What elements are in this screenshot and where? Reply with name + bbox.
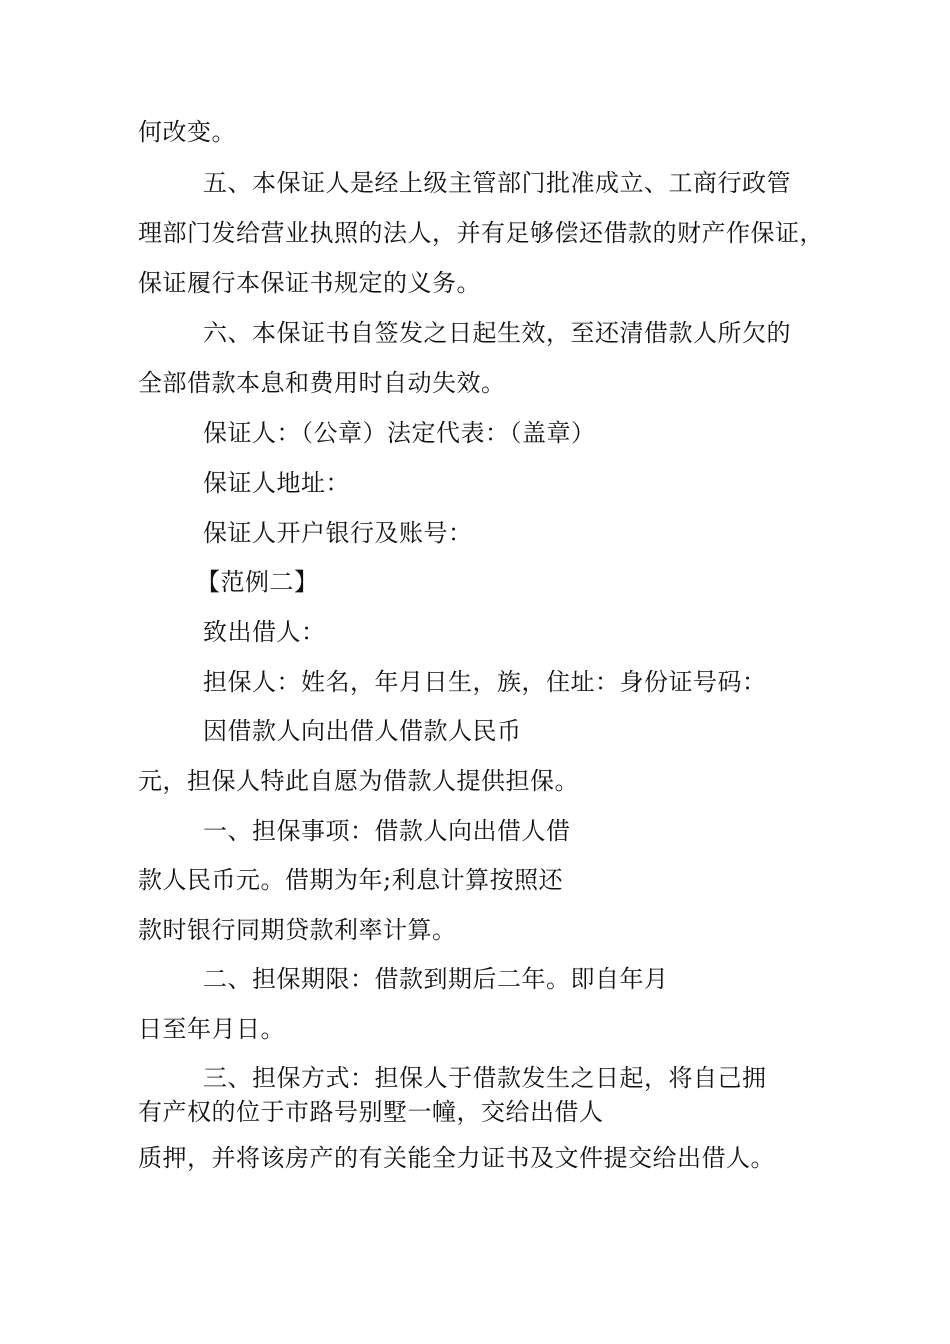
addressee-line: 致出借人：	[203, 618, 326, 646]
loan-intro-line-1: 因借款人向出借人借款人民币	[203, 717, 522, 745]
guarantor-signature-line: 保证人：（公章）法定代表：（盖章）	[203, 419, 596, 447]
guarantee-matter-line-3: 款时银行同期贷款利率计算。	[138, 916, 457, 944]
guarantee-method-line-1: 三、担保方式：担保人于借款发生之日起，将自己拥	[203, 1064, 767, 1092]
paragraph-6-line-1: 六、本保证书自签发之日起生效，至还清借款人所欠的	[203, 319, 791, 347]
guarantee-method-line-3: 质押，并将该房产的有关能全力证书及文件提交给出借人。	[138, 1144, 775, 1172]
guarantee-method-line-2: 有产权的位于市路号别墅一幢，交给出借人	[138, 1098, 604, 1126]
paragraph-5-line-1: 五、本保证人是经上级主管部门批准成立、工商行政管	[203, 169, 791, 197]
example-two-heading: 【范例二】	[196, 568, 319, 596]
text-line-continuation: 何改变。	[138, 118, 236, 146]
guarantor-info-line: 担保人：姓名，年月日生，族，住址：身份证号码：	[203, 668, 767, 696]
guarantee-matter-line-2: 款人民币元。借期为年;利息计算按照还	[138, 866, 564, 894]
guarantee-matter-line-1: 一、担保事项：借款人向出借人借	[203, 817, 571, 845]
guarantor-bank-account-line: 保证人开户银行及账号：	[203, 519, 473, 547]
guarantor-address-line: 保证人地址：	[203, 469, 350, 497]
guarantee-period-line-2: 日至年月日。	[138, 1015, 285, 1043]
paragraph-5-line-3: 保证履行本保证书规定的义务。	[138, 269, 481, 297]
guarantee-period-line-1: 二、担保期限：借款到期后二年。即自年月	[203, 965, 669, 993]
loan-intro-line-2: 元，担保人特此自愿为借款人提供担保。	[138, 767, 579, 795]
paragraph-5-line-2: 理部门发给营业执照的法人，并有足够偿还借款的财产作保证，	[138, 219, 824, 247]
paragraph-6-line-2: 全部借款本息和费用时自动失效。	[138, 369, 506, 397]
